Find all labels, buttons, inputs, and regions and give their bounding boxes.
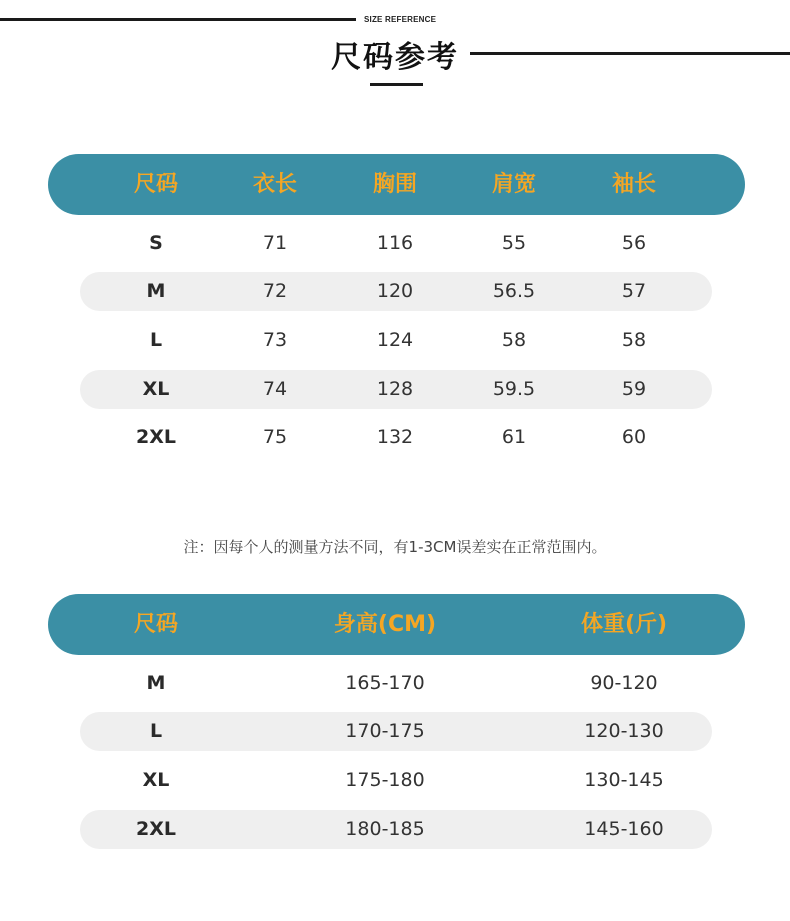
weight-cell: 130-145	[584, 769, 664, 791]
subtitle: SIZE REFERENCE	[364, 15, 437, 24]
measurement-note: 注：因每个人的测量方法不同，有1-3CM误差实在正常范围内。	[183, 538, 607, 556]
size-cell: 2XL	[136, 426, 176, 448]
table-row	[80, 418, 712, 457]
sleeve-col-header: 袖长	[611, 172, 657, 197]
size-cell: 2XL	[136, 818, 176, 840]
height-cell: 170-175	[345, 720, 425, 742]
size-cell: M	[146, 672, 166, 694]
table-row	[80, 370, 712, 409]
size-cell: XL	[142, 378, 170, 400]
weight-col-header: 体重(斤)	[580, 612, 668, 637]
shoulder-cell: 55	[501, 232, 527, 254]
chest-col-header: 胸围	[372, 172, 418, 197]
sleeve-cell: 56	[621, 232, 647, 254]
sleeve-cell: 57	[621, 280, 647, 302]
length-cell: 72	[262, 280, 288, 302]
size-col-header: 尺码	[133, 172, 179, 197]
shoulder-cell: 59.5	[492, 378, 536, 400]
length-col-header: 衣长	[252, 172, 298, 197]
size-cell: S	[149, 232, 163, 254]
height-cell: 165-170	[345, 672, 425, 694]
length-cell: 75	[262, 426, 288, 448]
table-row	[80, 810, 712, 849]
table-row	[80, 712, 712, 751]
chest-cell: 128	[376, 378, 414, 400]
table-row	[80, 272, 712, 311]
weight-cell: 90-120	[590, 672, 658, 694]
table-row	[80, 761, 712, 800]
chest-cell: 124	[376, 329, 414, 351]
height-cell: 180-185	[345, 818, 425, 840]
table-row	[80, 321, 712, 360]
size-cell: XL	[142, 769, 170, 791]
fit-table-header	[48, 594, 745, 655]
size-col-header: 尺码	[133, 612, 179, 637]
shoulder-cell: 56.5	[492, 280, 536, 302]
sleeve-cell: 58	[621, 329, 647, 351]
title-underline	[370, 83, 423, 86]
table-row	[80, 664, 712, 703]
sleeve-cell: 59	[621, 378, 647, 400]
length-cell: 74	[262, 378, 288, 400]
size-cell: M	[146, 280, 166, 302]
size-cell: L	[149, 329, 163, 351]
weight-cell: 120-130	[584, 720, 664, 742]
shoulder-cell: 58	[501, 329, 527, 351]
chest-cell: 120	[376, 280, 414, 302]
weight-cell: 145-160	[584, 818, 664, 840]
table-row	[80, 224, 712, 263]
title-line-left	[0, 18, 356, 21]
shoulder-cell: 61	[501, 426, 527, 448]
title-line-right	[470, 52, 790, 55]
size-cell: L	[149, 720, 163, 742]
size-table-header	[48, 154, 745, 215]
chest-cell: 132	[376, 426, 414, 448]
shoulder-col-header: 肩宽	[491, 172, 537, 197]
chest-cell: 116	[376, 232, 414, 254]
height-col-header: 身高(CM)	[333, 612, 437, 637]
sleeve-cell: 60	[621, 426, 647, 448]
height-cell: 175-180	[345, 769, 425, 791]
page-title: 尺码参考	[331, 40, 459, 75]
length-cell: 73	[262, 329, 288, 351]
length-cell: 71	[262, 232, 288, 254]
